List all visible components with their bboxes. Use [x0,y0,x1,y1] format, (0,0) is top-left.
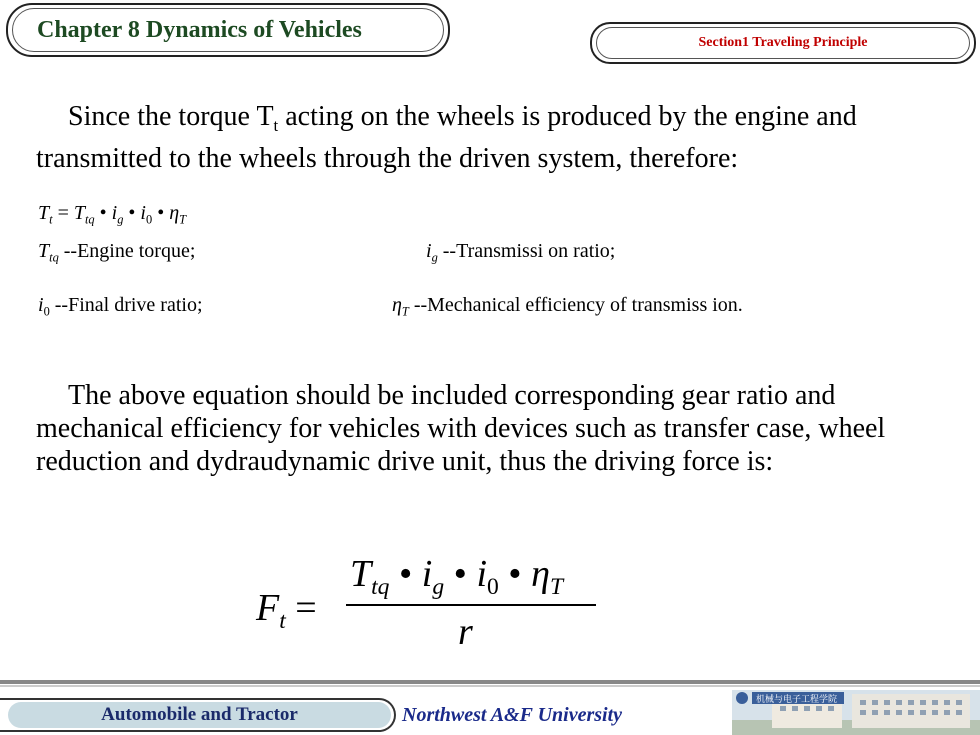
footer-divider-light [0,685,980,687]
section-title: Section1 Traveling Principle [596,27,970,59]
intro-paragraph [36,100,946,175]
course-name: Automobile and Tractor [8,702,391,728]
fraction-bar [346,604,596,606]
driving-force-formula [256,552,616,664]
def-mech-efficiency-text: --Mechanical efficiency of transmiss ion. [413,294,743,316]
def-mech-efficiency: $\eta_T$ --Mechanical efficiency of transmiss ion. [392,294,743,319]
body-paragraph [36,379,946,478]
formula-numerator: $T_{tq}$ • $i_g$ • $i_0$ • $\eta_T$ [350,553,564,601]
course-pill [0,698,396,732]
def-engine-torque-text: --Engine torque; [63,240,196,262]
university-name: Northwest A&F University [402,704,623,726]
intro-text-sub: t [273,115,279,135]
intro-text-after: acting on the wheels is produced by the engine and transmitted to the wheels through the driven system, therefore: [36,101,857,174]
campus-image [732,690,980,735]
campus-building-icon [732,690,980,735]
def-transmission-ratio-text: --Transmissi on ratio; [442,240,616,262]
def-final-drive-text: --Final drive ratio; [54,294,203,316]
def-final-drive: $i_0$ --Final drive ratio; [38,294,203,319]
formula-lhs: $F_t$ = [256,587,317,635]
body-paragraph-text: The above equation should be included corresponding gear ratio and mechanical efficiency for vehicles with devices such as transfer case, wheel reduction and dydraudynamic drive unit, thus the driving force is: [36,380,886,477]
def-transmission-ratio: $i_g$ --Transmissi on ratio; [426,240,616,265]
torque-equation: $T_t = T_{tq}$ • $i_g$ • $i_0$ • $\eta_T$ [38,202,187,227]
footer-divider [0,680,980,684]
chapter-title-pill [6,3,450,57]
def-engine-torque: $T_{tq}$ --Engine torque; [38,240,196,265]
section-title-pill [590,22,976,64]
intro-text-before: Since the torque T [68,101,274,132]
formula-denominator: r [458,611,473,653]
chapter-title: Chapter 8 Dynamics of Vehicles [12,8,444,52]
logo-text: 机械与电子工程学院 [756,695,838,705]
